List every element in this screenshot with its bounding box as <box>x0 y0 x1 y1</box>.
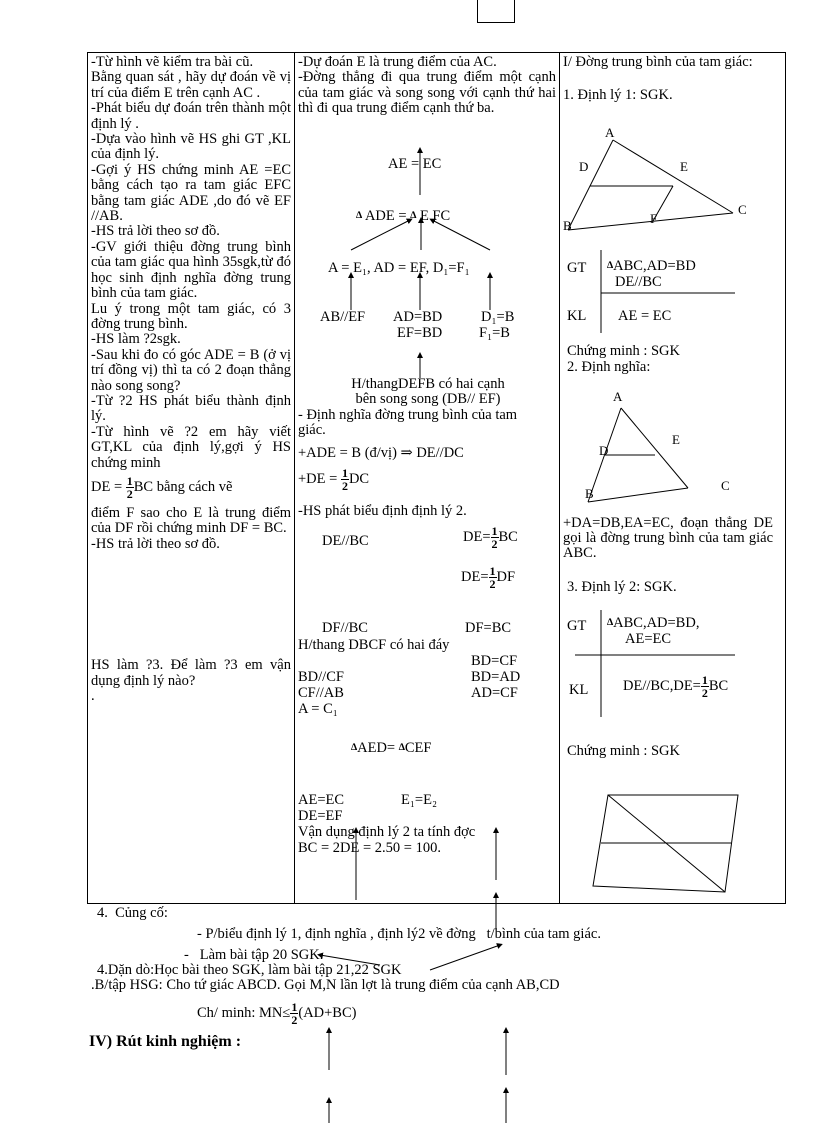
hthang-text: H/thangDEFB có hai cạnh bên song song (DB// EF) <box>351 376 505 407</box>
col1-line: -Gợi ý HS chứng minh AE =EC bằng cách tạo ra tam giác EFC bằng tam giác ADE ,do đó vẽ EF //AB. <box>91 161 291 225</box>
exercise-line: - Làm bài tập 20 SGK. <box>184 947 324 963</box>
col1-line: -Từ ?2 HS phát biểu thành định lý. <box>91 392 291 425</box>
definition-note: - Định nghĩa đờng trung bình của tam giác. <box>298 407 518 438</box>
section-title: I/ Đờng trung bình của tam giác: <box>563 54 753 70</box>
side-ab <box>568 140 613 230</box>
student-activity-content <box>298 55 556 901</box>
de-half-dc: +DE = $\frac{1}{2}$ DC <box>298 466 370 493</box>
dot: . <box>91 688 95 704</box>
kl1-text: AE = EC <box>618 308 672 324</box>
col1-line: -Sau khi đo có góc ADE = B (ở vị trí đồng vị) thì ta có 2 đoạn thẳng nào song song? <box>91 346 291 394</box>
prove-line: Ch/ minh: MN≤ $\frac{1}{2}$ (AD+BC) <box>197 1000 357 1027</box>
angles-text: A = E₁, AD = EF, D₁=F₁ <box>328 260 470 276</box>
triangles-equal: ∆ ADE = ∆ E FC <box>356 208 451 224</box>
gt2b-text: AE=EC <box>625 631 672 647</box>
de-half-bc-line <box>91 475 291 500</box>
proof-text: Chứng minh : SGK <box>567 343 680 359</box>
bd-ad-text: BD=AD <box>471 669 521 685</box>
de-bc-text: DE//BC <box>322 533 369 549</box>
col1-line: -Dựa vào hình vẽ HS ghi GT ,KL của định lý. <box>91 131 291 163</box>
point-a2: A <box>613 389 623 404</box>
f1-b-text: F₁=B <box>479 325 510 341</box>
point-b: B <box>563 218 572 233</box>
theorem2-label: 3. Định lý 2: SGK. <box>567 579 677 595</box>
col2-intro <box>298 55 556 117</box>
point-a: A <box>605 125 615 140</box>
board-notes-content <box>563 55 782 901</box>
gt1-text: ∆ABC,AD=BD <box>607 258 696 274</box>
kl-label: KL <box>567 308 587 324</box>
col1-line: điểm F sao cho E là trung điểm của DF rồi chứng minh DF = BC. <box>91 504 291 537</box>
side-ac <box>613 140 733 213</box>
bd-cf-text: BD//CF <box>298 669 344 685</box>
df-eq-bc-text: DF=BC <box>465 620 512 636</box>
ae-ec2-text: AE=EC <box>298 792 345 808</box>
quadrilateral-figure <box>563 790 778 900</box>
review-heading: IV) Rút kinh nghiệm : <box>89 1033 242 1050</box>
point-f: F <box>650 211 658 226</box>
col1-line: -GV giới thiệu đờng trung bình của tam giác qua hình 35sgk,từ đó học sinh định nghĩa đờng trung bình của tam giác. <box>91 238 291 302</box>
point-d: D <box>579 159 589 174</box>
col1-line: Lu ý trong một tam giác, có 3 đờng trung bình. <box>91 300 291 332</box>
bc-calc-text: BC = 2DE = 2.50 = 100. <box>298 840 441 856</box>
kl2-text: DE//BC,DE= $\frac{1}{2}$ BC <box>623 673 729 700</box>
student-activity-column <box>295 53 560 904</box>
lesson-table <box>87 52 786 904</box>
board-notes-column <box>560 53 786 904</box>
theorem1-label: 1. Định lý 1: SGK. <box>563 87 673 103</box>
ade-b-text: +ADE = B (đ/vị) ⇒ DE//DC <box>298 445 464 461</box>
aed-cef: ∆AED= ∆CEF <box>351 740 432 756</box>
prediction-text: -Dự đoán E là trung điểm của AC. <box>298 54 497 70</box>
point-c: C <box>738 202 747 217</box>
state-theorem2: -HS phát biểu định định lý 2. <box>298 503 467 519</box>
teacher-activity-text <box>91 55 291 704</box>
e1-e2-text: E₁=E₂ <box>401 792 438 808</box>
point-e: E <box>680 159 688 174</box>
table-row <box>88 53 786 904</box>
gt2-text: ∆ABC,AD=BD, <box>607 615 700 631</box>
df-bc-text: DF//BC <box>322 620 368 636</box>
de-half-df: DE= $\frac{1}{2}$ DF <box>461 564 516 591</box>
page-number-box <box>477 0 515 23</box>
definition2-label: 2. Định nghĩa: <box>567 359 651 375</box>
footer <box>87 906 601 1049</box>
proof2-text: Chứng minh : SGK <box>567 743 680 759</box>
col1-line: -HS trả lời theo sơ đồ. <box>91 223 220 240</box>
de-half-bc: DE= $\frac{1}{2}$ BC <box>463 524 518 551</box>
col1-line: -Phát biểu dự đoán trên thành một định lý . <box>91 100 291 132</box>
ab-ef-text: AB//EF <box>320 309 366 325</box>
theorem-statement: -Đờng thẳng đi qua trung điểm một cạnh của tam giác và song song với cạnh thứ hai thì đi qua trung điểm cạnh thứ ba. <box>298 69 556 117</box>
hsg-exercise: .B/tập HSG: Cho tứ giác ABCD. Gọi M,N lần lợt là trung điểm của cạnh AB,CD <box>91 977 560 993</box>
fraction: $\frac{1}{2}$ <box>126 473 133 501</box>
col1-line: -HS trả lời theo sơ đồ. <box>91 535 220 552</box>
definition-text: +DA=DB,EA=EC, đoạn thẳng DE gọi là đờng trung bình của tam giác ABC. <box>563 515 773 561</box>
col1-line: -Từ hình vẽ kiểm tra bài cũ. <box>91 54 254 70</box>
de-suffix: BC bằng cách vẽ <box>133 478 233 495</box>
de-ef-text: DE=EF <box>298 808 343 824</box>
gt-label-2: GT <box>567 618 587 634</box>
ad-cf-text: AD=CF <box>471 685 518 701</box>
ad-bd-text: AD=BD <box>393 309 443 325</box>
hthang2-text: H/thang DBCF có hai đáy <box>298 637 450 653</box>
q3-text: HS làm ?3. Để làm ?3 em vận dụng định lý nào? <box>91 657 291 689</box>
gt-label: GT <box>567 260 587 276</box>
apply-text: Vận dụng định lý 2 ta tính đợc <box>298 824 476 840</box>
col1-line: -Từ hình vẽ ?2 em hãy viết GT,KL của định lý,gợi ý HS chứng minh <box>91 423 291 471</box>
point-d2: D <box>599 443 609 458</box>
point-b2: B <box>585 486 594 501</box>
a-c1-text: A = C₁ <box>298 701 338 717</box>
d1-b-text: D₁=B <box>481 309 515 325</box>
point-e2: E <box>672 432 680 447</box>
cf-ab-text: CF//AB <box>298 685 344 701</box>
point-c2: C <box>721 478 730 493</box>
teacher-activity-column <box>88 53 295 904</box>
consolidation-heading: 4. Củng cố: <box>97 905 168 921</box>
ae-ec-text: AE = EC <box>388 156 442 172</box>
consolidation-item: - P/biểu định lý 1, định nghĩa , định lý2 về đờng t/bình của tam giác. <box>197 926 601 942</box>
ef-bd-text: EF=BD <box>397 325 443 341</box>
gt1b-text: DE//BC <box>615 274 662 290</box>
homework-line: 4.Dặn dò:Học bài theo SGK, làm bài tập 21,22 SGK <box>97 962 402 978</box>
kl-label-2: KL <box>569 682 589 698</box>
col1-line: -HS làm ?2sgk. <box>91 331 181 348</box>
bd-cf-eq: BD=CF <box>471 653 518 669</box>
triangle-figure-2 <box>563 380 778 500</box>
col1-line: Bằng quan sát , hãy dự đoán về vị trí của điểm E trên cạnh AC . <box>91 69 291 101</box>
de-prefix: DE = <box>91 478 126 495</box>
